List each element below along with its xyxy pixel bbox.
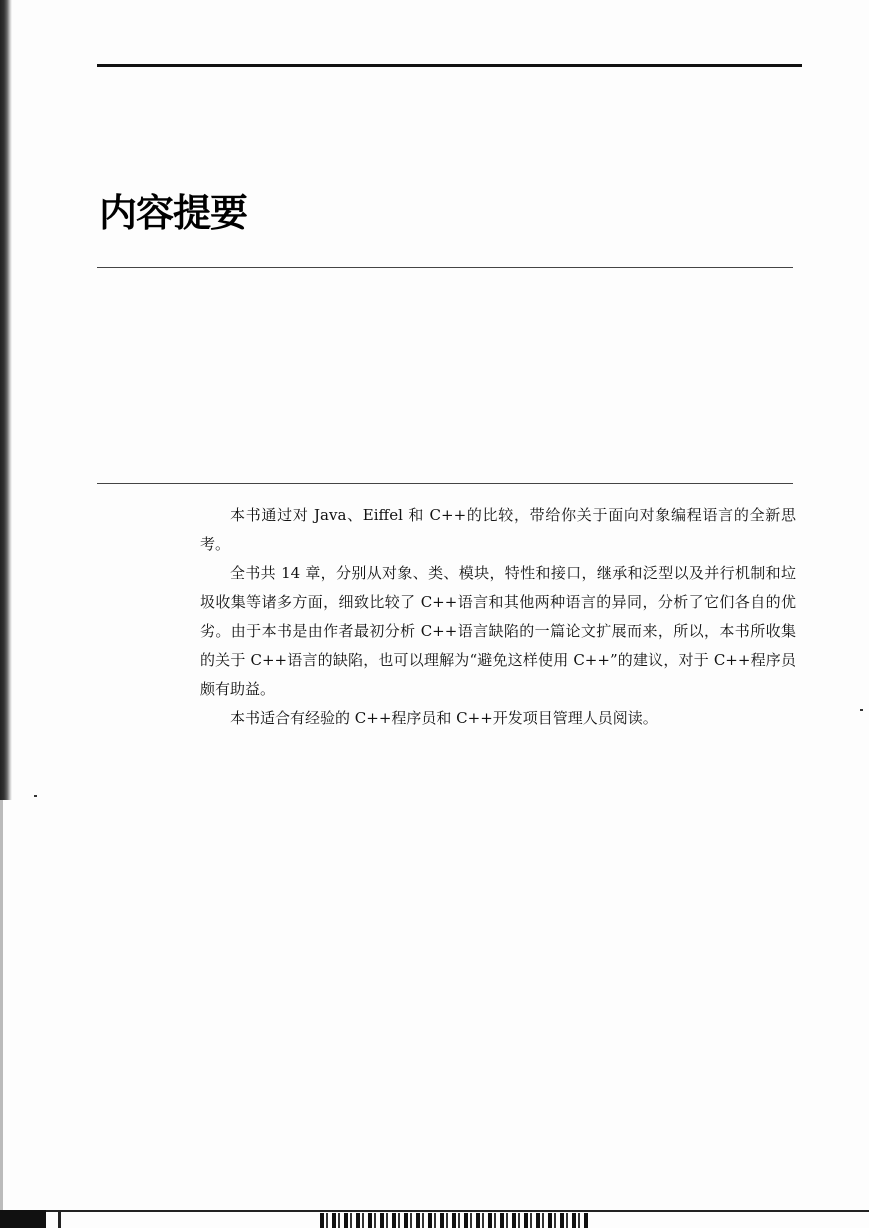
summary-body — [200, 501, 796, 733]
paragraph-2: 全书共 14 章，分别从对象、类、模块，特性和接口，继承和泛型以及并行机制和垃圾收集等诸多方面，细致比较了 C++语言和其他两种语言的异同，分析了它们各自的优劣。由于本书是由作者最初分析 C++语言缺陷的一篇论文扩展而来，所以，本书所收集的关于 C++语言的缺陷，也可以理解为“避免这样使用 C++”的建议，对于 C++程序员颇有助益。 — [200, 564, 796, 698]
content-top-rule — [97, 483, 793, 484]
title-underline-rule — [97, 267, 793, 268]
scan-speck — [34, 795, 37, 797]
scan-left-edge-lower — [0, 800, 3, 1220]
scan-bottom-mark — [58, 1212, 61, 1228]
scan-bottom-block — [0, 1210, 46, 1228]
paragraph-3: 本书适合有经验的 C++程序员和 C++开发项目管理人员阅读。 — [230, 709, 658, 727]
top-rule — [97, 64, 802, 67]
paragraph-1: 本书通过对 Java、Eiffel 和 C++的比较，带给你关于面向对象编程语言的全新思考。 — [200, 506, 796, 553]
scan-bottom-marks — [320, 1213, 590, 1228]
scan-left-edge — [0, 0, 12, 800]
page-title: 内容提要 — [99, 191, 248, 235]
scan-bottom-line — [40, 1210, 869, 1212]
scan-speck — [860, 709, 863, 711]
